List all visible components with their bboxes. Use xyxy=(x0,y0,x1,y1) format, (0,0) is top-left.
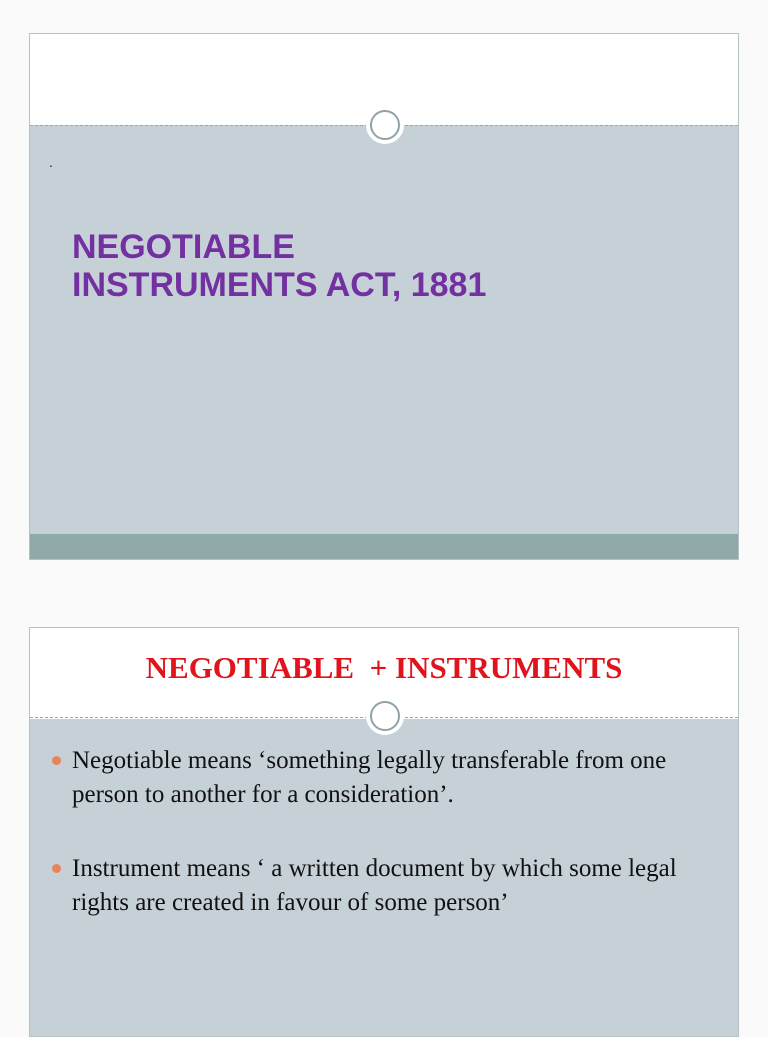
slide-title-line-1: NEGOTIABLE xyxy=(72,228,295,266)
bullet-item xyxy=(48,852,708,920)
circle-connector-icon xyxy=(366,106,404,144)
slide-1 xyxy=(29,33,739,560)
dot-mark: . xyxy=(49,154,53,170)
bullet-text: Instrument means ‘ a written document by which some legal rights are created in favour of some person’ xyxy=(72,855,677,916)
slide-title: NEGOTIABLE + INSTRUMENTS xyxy=(145,650,623,685)
bullet-item xyxy=(48,744,708,812)
bullet-list xyxy=(48,744,708,960)
slide-title xyxy=(72,228,692,304)
circle-connector-icon xyxy=(366,697,404,735)
slide-2 xyxy=(29,627,739,1037)
bullet-text: Negotiable means ‘something legally transferable from one person to another for a consideration’. xyxy=(72,747,667,808)
slide-title-line-2: INSTRUMENTS ACT, 1881 xyxy=(72,266,487,304)
bullet-dot-icon xyxy=(52,864,61,873)
bullet-dot-icon xyxy=(52,756,61,765)
footer-band xyxy=(30,534,738,559)
